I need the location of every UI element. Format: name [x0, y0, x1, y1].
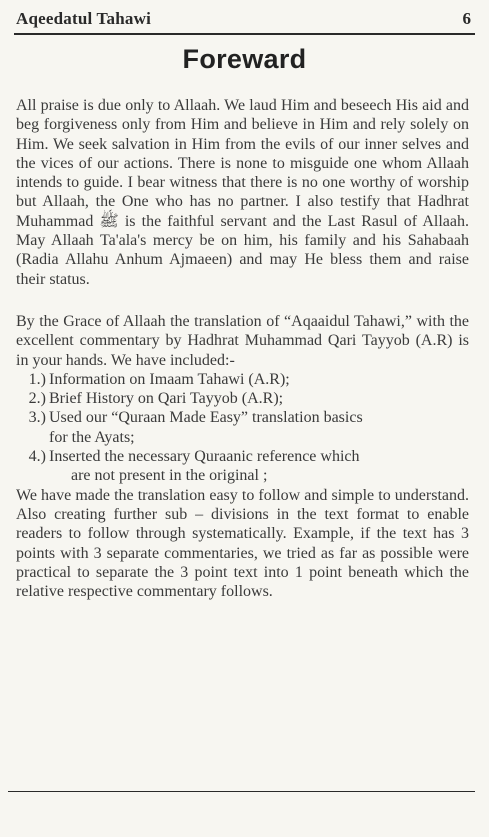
list-text-continued: are not present in the original ; [71, 467, 268, 485]
list-item [16, 408, 469, 447]
list-text: Information on Imaam Tahawi (A.R); [49, 370, 290, 388]
footer-rule [8, 791, 475, 792]
list-number: 2.) [28, 390, 46, 408]
included-list [16, 370, 469, 486]
list-number: 3.) [28, 409, 46, 427]
paragraph-method: We have made the translation easy to follow and simple to understand. Also creating further sub – divisions in the text format to enable readers to follow through systematically. Example, if the text has 3 points with 3 separate commentaries, we tried as far as possible were practical to separate the 3 point text into 1 point beneath which the relative respective commentary follows. [16, 486, 469, 601]
list-number: 1.) [28, 370, 46, 388]
list-text-continued: for the Ayats; [49, 428, 135, 446]
list-text: Inserted the necessary Quraanic reference which [49, 448, 360, 466]
page-number: 6 [462, 9, 471, 28]
body-text [16, 96, 469, 601]
page-heading: Foreward [182, 44, 307, 74]
list-number: 4.) [28, 448, 46, 466]
list-item [16, 370, 469, 389]
book-title: Aqeedatul Tahawi [16, 9, 151, 28]
list-text: Used our “Quraan Made Easy” translation basics [49, 409, 363, 427]
list-text: Brief History on Qari Tayyob (A.R); [49, 390, 284, 408]
running-header [14, 7, 475, 35]
paragraph-intro: By the Grace of Allaah the translation of “Aqaaidul Tahawi,” with the excellent commentary by Hadhrat Muhammad Qari Tayyob (A.R) is in your hands. We have included:- [16, 312, 469, 369]
list-item [16, 389, 469, 408]
list-item [16, 447, 469, 486]
paragraph-praise: All praise is due only to Allaah. We laud Him and beseech His aid and beg forgiveness only from Him and believe in Him and rely solely on Him. We seek salvation in Him from the evils of our inner selves and the vices of our actions. There is none to misguide one whom Allaah intends to guide. I bear witness that there is no one worthy of worship but Allaah, the One who has no partner. I also testify that Hadhrat Muhammad ﷺ is the faithful servant and the Last Rasul of Allaah. May Allaah Ta'ala's mercy be on him, his family and his Sahabaah (Radia Allahu Anhum Ajmaeen) and may He bless them and raise their status. [16, 97, 469, 288]
